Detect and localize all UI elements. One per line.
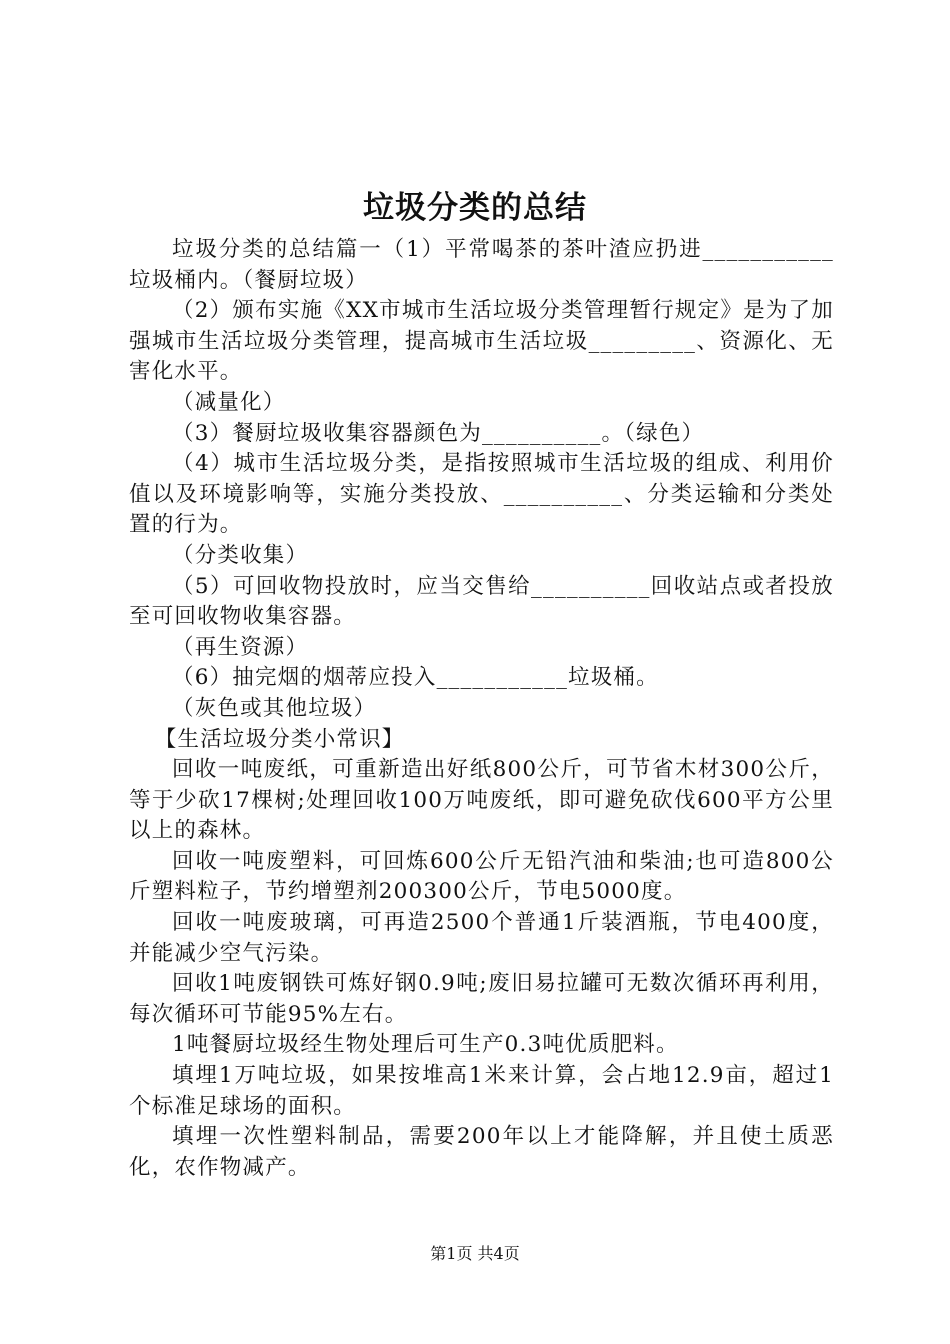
paragraph-tip-landfill: 填埋1万吨垃圾，如果按堆高1米来计算，会占地12.9亩，超过1个标准足球场的面积。 — [129, 1063, 834, 1119]
paragraph-q3: （3）餐厨垃圾收集容器颜色为__________。（绿色） — [172, 420, 705, 446]
paragraph-tip-glass: 回收一吨废玻璃，可再造2500个普通1斤装酒瓶，节电400度，并能减少空气污染。 — [129, 910, 834, 966]
paragraph-q4: （4）城市生活垃圾分类，是指按照城市生活垃圾的组成、利用价值以及环境影响等，实施分类投放、__________、分类运输和分类处置的行为。 — [129, 451, 834, 538]
paragraph-tip-plastic: 回收一吨废塑料，可回炼600公斤无铅汽油和柴油;也可造800公斤塑料粒子，节约增塑剂200300公斤，节电5000度。 — [129, 848, 834, 905]
answer-q2: （减量化） — [172, 389, 286, 415]
section-heading-tips: 【生活垃圾分类小常识】 — [154, 726, 405, 752]
paragraph-tip-steel: 回收1吨废钢铁可炼好钢0.9吨;废旧易拉罐可无数次循环再利用，每次循环可节能95%左右。 — [129, 971, 834, 1027]
paragraph-q2: （2）颁布实施《XX市城市生活垃圾分类管理暂行规定》是为了加强城市生活垃圾分类管理，提高城市生活垃圾_________、资源化、无害化水平。 — [129, 298, 834, 385]
paragraph-tip-disposable-plastic: 填埋一次性塑料制品，需要200年以上才能降解，并且使土质恶化，农作物减产。 — [129, 1124, 834, 1180]
answer-q4: （分类收集） — [172, 542, 309, 568]
document-title: 垃圾分类的总结 — [363, 190, 587, 226]
answer-q6: （灰色或其他垃圾） — [172, 695, 377, 721]
paragraph-tip-paper: 回收一吨废纸，可重新造出好纸800公斤，可节省木材300公斤，等于少砍17棵树;处理回收100万吨废纸，即可避免砍伐600平方公里以上的森林。 — [129, 757, 834, 844]
paragraph-q1: 垃圾分类的总结篇一（1）平常喝茶的茶叶渣应扔进___________垃圾桶内。（餐厨垃圾） — [129, 237, 834, 293]
page-footer: 第1页 共4页 — [430, 1244, 520, 1263]
paragraph-tip-kitchen: 1吨餐厨垃圾经生物处理后可生产0.3吨优质肥料。 — [172, 1032, 679, 1058]
document-body — [129, 235, 834, 1183]
answer-q5: （再生资源） — [172, 634, 309, 660]
paragraph-q6: （6）抽完烟的烟蒂应投入___________垃圾桶。 — [172, 665, 659, 691]
paragraph-q5: （5）可回收物投放时，应当交售给__________回收站点或者投放至可回收物收集容器。 — [129, 573, 834, 630]
